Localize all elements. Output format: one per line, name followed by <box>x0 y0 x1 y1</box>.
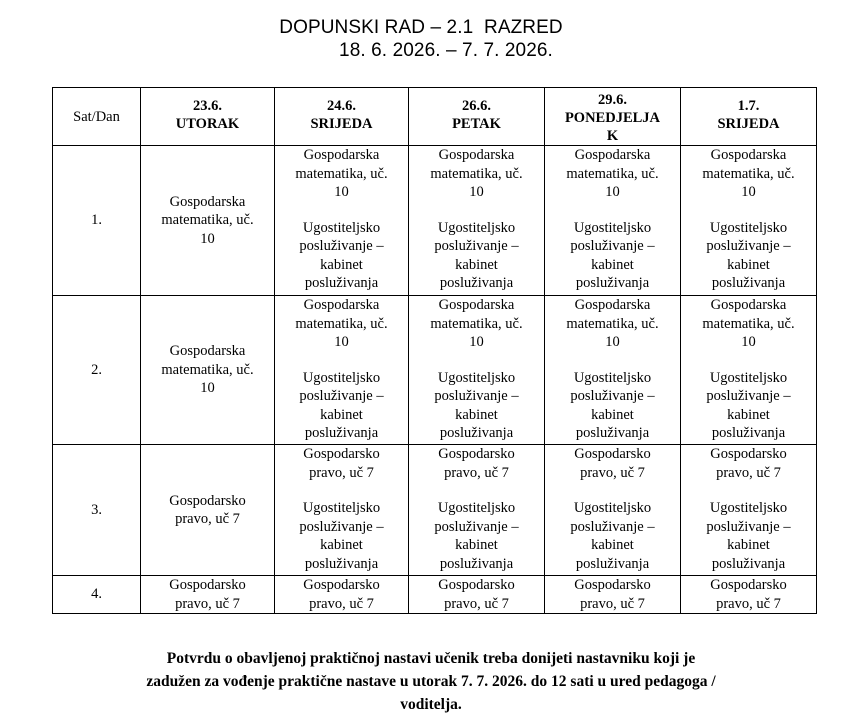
table-cell: Gospodarska matematika, uč. 10 <box>141 296 275 445</box>
cell-subject: Ugostiteljsko posluživanje – kabinet posluživanja <box>570 219 655 291</box>
document-title: DOPUNSKI RAD – 2.1 RAZRED <box>279 17 563 38</box>
cell-subject: Ugostiteljsko posluživanje – kabinet posluživanja <box>299 369 384 441</box>
table-cell <box>409 445 545 576</box>
table-cell <box>545 296 681 445</box>
cell-subject: Gospodarska matematika, uč. 10 <box>295 297 388 350</box>
cell-subject: Ugostiteljsko posluživanje – kabinet posluživanja <box>434 219 519 291</box>
table-cell: Gospodarsko pravo, uč 7 <box>275 576 409 614</box>
cell-subject: Gospodarsko pravo, uč 7 <box>303 446 380 481</box>
table-cell: Gospodarsko pravo, uč 7 <box>141 445 275 576</box>
column-day: SRIJEDA <box>717 116 780 132</box>
schedule-table <box>52 87 817 614</box>
column-header <box>141 88 275 146</box>
cell-subject: Gospodarska matematika, uč. 10 <box>430 147 523 200</box>
cell-subject: Ugostiteljsko posluživanje – kabinet posluživanja <box>706 219 791 291</box>
column-header <box>409 88 545 146</box>
column-header <box>275 88 409 146</box>
column-date: 29.6. <box>598 92 627 108</box>
table-cell <box>409 296 545 445</box>
table-cell: Gospodarska matematika, uč. 10 <box>141 146 275 296</box>
table-cell <box>275 296 409 445</box>
row-label: 4. <box>53 576 141 614</box>
cell-subject: Ugostiteljsko posluživanje – kabinet posluživanja <box>570 369 655 441</box>
column-date: 24.6. <box>327 98 356 114</box>
column-day: SRIJEDA <box>310 116 373 132</box>
cell-subject: Gospodarsko pravo, uč 7 <box>438 446 515 481</box>
footer-note <box>0 647 862 716</box>
table-row <box>53 146 817 296</box>
table-cell <box>681 445 817 576</box>
cell-subject: Gospodarska matematika, uč. 10 <box>702 297 795 350</box>
column-date: 23.6. <box>193 98 222 114</box>
table-cell <box>409 146 545 296</box>
column-day: UTORAK <box>175 116 240 132</box>
cell-subject: Gospodarska matematika, uč. 10 <box>702 147 795 200</box>
footer-line: voditelja. <box>400 696 462 713</box>
cell-subject: Ugostiteljsko posluživanje – kabinet posluživanja <box>706 500 791 572</box>
table-cell <box>681 296 817 445</box>
cell-subject: Gospodarska matematika, uč. 10 <box>566 297 659 350</box>
cell-subject: Gospodarska matematika, uč. 10 <box>566 147 659 200</box>
cell-subject: Ugostiteljsko posluživanje – kabinet posluživanja <box>434 500 519 572</box>
table-row <box>53 296 817 445</box>
column-header <box>681 88 817 146</box>
table-cell <box>275 445 409 576</box>
cell-subject: Ugostiteljsko posluživanje – kabinet posluživanja <box>570 500 655 572</box>
table-cell: Gospodarsko pravo, uč 7 <box>681 576 817 614</box>
table-row <box>53 445 817 576</box>
document-date-range: 18. 6. 2026. – 7. 7. 2026. <box>339 40 553 61</box>
footer-line: Potvrdu o obavljenoj praktičnoj nastavi učenik treba donijeti nastavniku koji je <box>166 650 696 667</box>
table-cell <box>681 146 817 296</box>
column-date: 26.6. <box>462 98 491 114</box>
table-cell: Gospodarsko pravo, uč 7 <box>409 576 545 614</box>
column-day: PETAK <box>452 116 501 132</box>
table-cell: Gospodarsko pravo, uč 7 <box>545 576 681 614</box>
cell-subject: Ugostiteljsko posluživanje – kabinet posluživanja <box>706 369 791 441</box>
cell-subject: Gospodarska matematika, uč. 10 <box>295 147 388 200</box>
cell-subject: Ugostiteljsko posluživanje – kabinet posluživanja <box>299 500 384 572</box>
footer-line: zadužen za vođenje praktične nastave u utorak 7. 7. 2026. do 12 sati u ured pedagoga / <box>146 673 716 690</box>
cell-subject: Ugostiteljsko posluživanje – kabinet posluživanja <box>299 219 384 291</box>
table-cell <box>275 146 409 296</box>
header-row <box>53 88 817 146</box>
cell-subject: Gospodarska matematika, uč. 10 <box>430 297 523 350</box>
row-label: 1. <box>53 146 141 296</box>
column-day: PONEDJELJA K <box>564 110 661 144</box>
row-label: 2. <box>53 296 141 445</box>
cell-subject: Gospodarsko pravo, uč 7 <box>574 446 651 481</box>
cell-subject: Gospodarsko pravo, uč 7 <box>710 446 787 481</box>
row-label: 3. <box>53 445 141 576</box>
column-header <box>545 88 681 146</box>
table-row <box>53 576 817 614</box>
column-date: 1.7. <box>737 98 760 114</box>
table-cell: Gospodarsko pravo, uč 7 <box>141 576 275 614</box>
corner-header: Sat/Dan <box>53 88 141 146</box>
table-cell <box>545 146 681 296</box>
table-cell <box>545 445 681 576</box>
cell-subject: Ugostiteljsko posluživanje – kabinet posluživanja <box>434 369 519 441</box>
